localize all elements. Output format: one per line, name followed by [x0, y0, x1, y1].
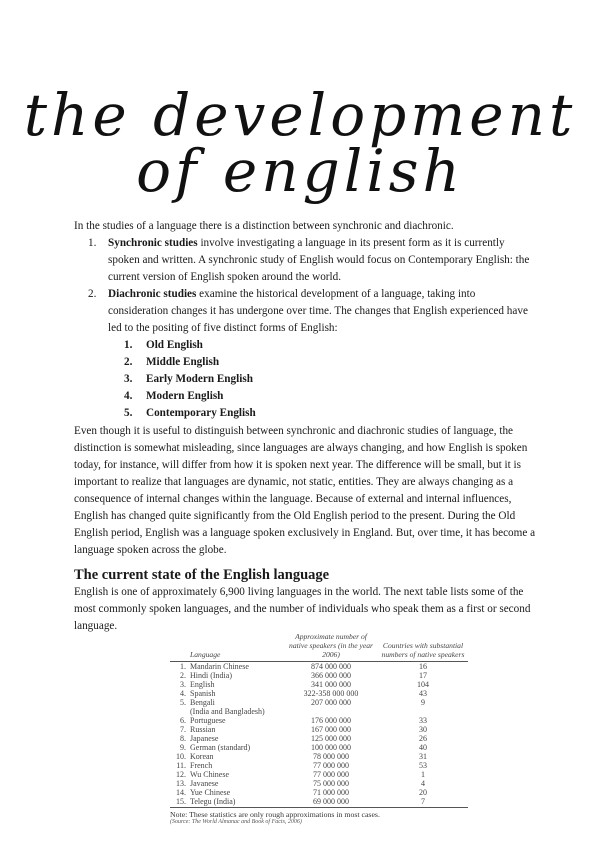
form-item [108, 337, 536, 354]
form-number: 1. [124, 339, 133, 351]
list-number: 1. [88, 237, 97, 249]
language-cell: Javanese [190, 779, 219, 788]
language-cell: French [190, 761, 213, 770]
table-row [170, 788, 468, 797]
list-item-diachronic [74, 286, 536, 422]
countries-cell: 4 [421, 779, 425, 788]
countries-cell: 104 [417, 680, 429, 689]
countries-cell: 20 [419, 788, 427, 797]
table-note: Note: These statistics are only rough approximations in most cases. [170, 810, 380, 819]
studies-list [74, 235, 536, 422]
language-cell: Hindi (India) [190, 671, 232, 680]
speakers-cell: 77 000 000 [313, 761, 349, 770]
table-row [170, 671, 468, 680]
row-number: 6. [180, 716, 186, 725]
language-cell: English [190, 680, 215, 689]
form-item [108, 388, 536, 405]
row-number: 13. [176, 779, 186, 788]
form-item [108, 371, 536, 388]
table-row [170, 680, 468, 689]
speakers-cell: 78 000 000 [313, 752, 349, 761]
form-label: Old English [146, 339, 203, 351]
list-item-synchronic [74, 235, 536, 286]
form-number: 2. [124, 356, 133, 368]
countries-cell: 9 [421, 698, 425, 707]
row-number: 4. [180, 689, 186, 698]
countries-cell [378, 707, 468, 716]
speakers-cell: 100 000 000 [311, 743, 351, 752]
table-row [170, 770, 468, 779]
speakers-cell: 167 000 000 [311, 725, 351, 734]
table-body [170, 662, 468, 808]
countries-cell: 31 [419, 752, 427, 761]
table-header-row [170, 632, 468, 662]
countries-cell: 17 [419, 671, 427, 680]
languages-table [170, 632, 468, 808]
language-cell: (India and Bangladesh) [190, 707, 265, 716]
row-number: 15. [170, 797, 188, 808]
form-label: Contemporary English [146, 407, 256, 419]
header-language: Language [190, 650, 221, 659]
speakers-cell: 874 000 000 [311, 662, 351, 671]
speakers-cell: 77 000 000 [313, 770, 349, 779]
row-number: 1. [180, 662, 186, 671]
term-synchronic: Synchronic studies [108, 237, 198, 249]
speakers-cell [284, 707, 378, 716]
diachronic-description: examine the historical development of a language, taking into consideration changes it has undergone over time. The changes that English experienced have led to the positing of five distinct forms of English: [108, 288, 528, 334]
countries-cell: 16 [419, 662, 427, 671]
speakers-cell: 125 000 000 [311, 734, 351, 743]
countries-cell: 30 [419, 725, 427, 734]
form-label: Modern English [146, 390, 224, 402]
row-number: 10. [176, 752, 186, 761]
form-item [108, 405, 536, 422]
languages-table-figure [170, 632, 468, 846]
table-row [170, 698, 468, 707]
language-cell: Mandarin Chinese [190, 662, 249, 671]
header-number [170, 632, 188, 662]
table-row [170, 797, 468, 808]
list-number: 2. [88, 288, 97, 300]
countries-cell: 53 [419, 761, 427, 770]
english-forms-list [108, 337, 536, 422]
row-number: 2. [180, 671, 186, 680]
language-cell: Japanese [190, 734, 219, 743]
row-number: 7. [180, 725, 186, 734]
language-cell: Russian [190, 725, 216, 734]
language-cell: Spanish [190, 689, 216, 698]
section-heading: The current state of the English language [74, 567, 330, 583]
table-row [170, 716, 468, 725]
form-number: 5. [124, 407, 133, 419]
language-cell: Wu Chinese [190, 770, 230, 779]
speakers-cell: 69 000 000 [284, 797, 378, 808]
table-row [170, 689, 468, 698]
table-row [170, 662, 468, 672]
table-row [170, 734, 468, 743]
speakers-cell: 322-358 000 000 [303, 689, 359, 698]
form-item [108, 354, 536, 371]
header-countries: Countries with substantial numbers of native speakers [381, 641, 465, 659]
countries-cell: 43 [419, 689, 427, 698]
row-number: 3. [180, 680, 186, 689]
countries-cell: 7 [378, 797, 468, 808]
language-cell: Bengali [190, 698, 215, 707]
term-diachronic: Diachronic studies [108, 288, 197, 300]
countries-cell: 40 [419, 743, 427, 752]
synchronic-description: involve investigating a language in its present form as it is currently spoken and written. A synchronic study of English would focus on Contemporary English: the current version of English spoken around the world. [108, 237, 530, 283]
intro-paragraph: In the studies of a language there is a distinction between synchronic and diachronic. [74, 220, 454, 232]
table-row [170, 779, 468, 788]
language-cell: Portuguese [190, 716, 226, 725]
row-number: 14. [176, 788, 186, 797]
row-number [170, 707, 188, 716]
row-number: 5. [180, 698, 186, 707]
speakers-cell: 207 000 000 [311, 698, 351, 707]
row-number: 11. [176, 761, 186, 770]
body-paragraph-3: English is one of approximately 6,900 living languages in the world. The next table lists some of the most commonly spoken languages, and the number of individuals who speak them as a first or second language. [74, 586, 531, 632]
speakers-cell: 366 000 000 [311, 671, 351, 680]
header-speakers: Approximate number of native speakers (in the year 2006) [289, 632, 373, 659]
form-number: 3. [124, 373, 133, 385]
language-cell: Yue Chinese [190, 788, 231, 797]
body-paragraph-2: Even though it is useful to distinguish between synchronic and diachronic studies of language, the distinction is somewhat misleading, since languages are always changing, and how English is spoken today, for instance, will differ from how it is spoken next year. The difference will be small, but it is important to realize that languages are dynamic, not static, entities. They are always changing as a consequence of internal changes within the language. Because of external and internal influences, English has changed quite significantly from the Old English period to the present. During the Old English period, English was a language spoken exclusively in England. But, over time, it has become a language spoken across the globe. [74, 425, 536, 556]
row-number: 9. [180, 743, 186, 752]
language-cell: Korean [190, 752, 214, 761]
countries-cell: 33 [419, 716, 427, 725]
speakers-cell: 75 000 000 [313, 779, 349, 788]
form-label: Early Modern English [146, 373, 253, 385]
form-number: 4. [124, 390, 133, 402]
document-title-line-1: the development [23, 81, 577, 149]
table-row [170, 743, 468, 752]
language-cell: German (standard) [190, 743, 251, 752]
speakers-cell: 71 000 000 [313, 788, 349, 797]
countries-cell: 26 [419, 734, 427, 743]
countries-cell: 1 [421, 770, 425, 779]
table-row [170, 761, 468, 770]
language-cell: Telegu (India) [188, 797, 284, 808]
speakers-cell: 341 000 000 [311, 680, 351, 689]
table-row [170, 707, 468, 716]
table-source: (Source: The World Almanac and Book of Facts, 2006) [170, 819, 302, 825]
speakers-cell: 176 000 000 [311, 716, 351, 725]
table-row [170, 752, 468, 761]
table-row [170, 725, 468, 734]
form-label: Middle English [146, 356, 220, 368]
row-number: 12. [176, 770, 186, 779]
row-number: 8. [180, 734, 186, 743]
document-title-line-2: of english [136, 137, 464, 205]
